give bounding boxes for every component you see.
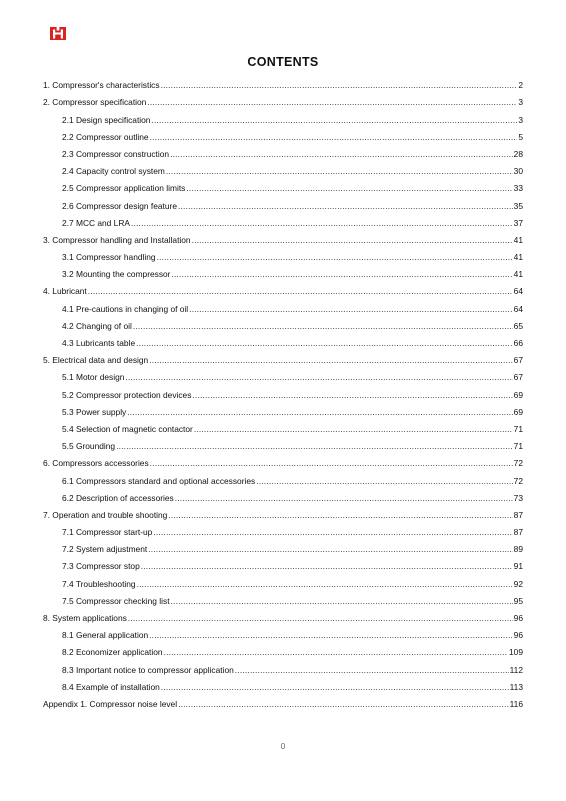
toc-entry[interactable]	[43, 107, 523, 124]
toc-entry-page: 113	[509, 681, 523, 692]
dot-leader	[116, 441, 513, 451]
toc-entry-title: 8.2 Economizer application	[62, 647, 163, 658]
toc-entry[interactable]	[43, 657, 523, 674]
toc-entry[interactable]	[43, 159, 523, 176]
toc-entry-page: 95	[513, 595, 523, 606]
toc-entry[interactable]	[43, 245, 523, 262]
toc-entry-title: 2.7 MCC and LRA	[62, 217, 130, 228]
company-logo	[50, 27, 66, 40]
dot-leader	[194, 424, 513, 434]
toc-entry-page: 91	[513, 561, 523, 572]
dot-leader	[235, 665, 509, 675]
toc-entry-title: 2.2 Compressor outline	[62, 131, 149, 142]
toc-entry-page: 87	[513, 527, 523, 538]
toc-entry-page: 64	[513, 303, 523, 314]
toc-entry-title: 6.2 Description of accessories	[62, 492, 174, 503]
page-number: 0	[280, 742, 286, 751]
dot-leader	[175, 493, 513, 503]
toc-entry[interactable]	[43, 468, 523, 485]
toc-entry[interactable]	[43, 417, 523, 434]
table-of-contents	[43, 73, 523, 709]
toc-entry-page: 65	[513, 320, 523, 331]
dot-leader	[164, 647, 508, 657]
toc-entry[interactable]	[43, 537, 523, 554]
toc-entry[interactable]	[43, 675, 523, 692]
toc-entry-title: 2. Compressor specification	[43, 97, 147, 108]
toc-entry-page: 66	[513, 338, 523, 348]
toc-entry-page: 69	[513, 406, 523, 417]
dot-leader	[178, 201, 513, 211]
toc-entry-title: 3. Compressor handling and Installation	[43, 234, 191, 245]
toc-entry[interactable]	[43, 451, 523, 468]
toc-entry[interactable]	[43, 314, 523, 331]
dot-leader	[147, 97, 517, 107]
dot-leader	[192, 235, 513, 245]
toc-entry-title: 7.4 Troubleshooting	[62, 578, 136, 589]
toc-entry[interactable]	[43, 176, 523, 193]
toc-entry-page: 116	[509, 698, 523, 709]
toc-entry-page: 71	[513, 423, 523, 434]
dot-leader	[150, 458, 513, 468]
toc-entry-title: 7.1 Compressor start-up	[62, 527, 153, 538]
toc-entry-title: 2.6 Compressor design feature	[62, 200, 177, 211]
toc-entry-page: 72	[513, 475, 523, 486]
dot-leader	[131, 218, 513, 228]
toc-entry[interactable]	[43, 279, 523, 296]
dot-leader	[170, 149, 513, 159]
dot-leader	[151, 115, 517, 125]
toc-entry-title: 5.1 Motor design	[62, 372, 125, 383]
toc-entry-title: 5. Electrical data and design	[43, 355, 149, 366]
toc-entry-title: 2.4 Capacity control system	[62, 166, 165, 177]
dot-leader	[141, 561, 513, 571]
dot-leader	[166, 166, 513, 176]
toc-entry-page: 41	[513, 234, 523, 245]
toc-entry-title: 5.3 Power supply	[62, 406, 127, 417]
toc-entry-page: 3	[518, 114, 523, 125]
toc-entry-title: 2.1 Design specification	[62, 114, 151, 125]
dot-leader	[256, 476, 512, 486]
toc-entry-page: 89	[513, 544, 523, 555]
toc-entry-title: 8.4 Example of installation	[62, 681, 160, 692]
toc-entry[interactable]	[43, 606, 523, 623]
toc-entry-page: 5	[518, 131, 523, 142]
dot-leader	[136, 338, 513, 348]
toc-entry-title: 5.4 Selection of magnetic contactor	[62, 423, 193, 434]
dot-leader	[133, 321, 513, 331]
dot-leader	[178, 699, 509, 709]
toc-entry[interactable]	[43, 90, 523, 107]
toc-entry[interactable]	[43, 365, 523, 382]
dot-leader	[171, 596, 513, 606]
dot-leader	[168, 510, 512, 520]
toc-entry-page: 87	[513, 509, 523, 520]
toc-entry-page: 35	[513, 200, 523, 211]
toc-entry-title: 4.1 Pre-cautions in changing of oil	[62, 303, 189, 314]
toc-entry-title: 6. Compressors accessories	[43, 458, 149, 469]
toc-entry-title: 3.2 Mounting the compressor	[62, 269, 171, 280]
toc-entry-title: 1. Compressor's characteristics	[43, 80, 160, 91]
toc-entry-title: Appendix 1. Compressor noise level	[43, 698, 178, 709]
toc-entry-title: 3.1 Compressor handling	[62, 252, 156, 263]
toc-entry-page: 33	[513, 183, 523, 194]
toc-entry[interactable]	[43, 571, 523, 588]
dot-leader	[150, 132, 518, 142]
toc-entry[interactable]	[43, 262, 523, 279]
toc-entry[interactable]	[43, 589, 523, 606]
toc-entry-page: 112	[509, 664, 523, 675]
toc-entry[interactable]	[43, 520, 523, 537]
toc-entry[interactable]	[43, 434, 523, 451]
toc-entry-page: 64	[513, 286, 523, 297]
toc-entry-title: 4. Lubricant	[43, 286, 87, 297]
dot-leader	[128, 613, 513, 623]
toc-entry-title: 2.5 Compressor application limits	[62, 183, 186, 194]
toc-entry-page: 67	[513, 372, 523, 383]
page-title: CONTENTS	[247, 55, 319, 69]
dot-leader	[161, 682, 509, 692]
toc-entry-title: 4.2 Changing of oil	[62, 320, 132, 331]
toc-entry[interactable]	[43, 331, 523, 348]
toc-entry-title: 8. System applications	[43, 613, 127, 623]
toc-entry-title: 2.3 Compressor construction	[62, 148, 170, 159]
toc-entry[interactable]	[43, 296, 523, 313]
dot-leader	[148, 544, 512, 554]
toc-entry-title: 8.1 General application	[62, 630, 149, 641]
toc-entry-page: 41	[513, 269, 523, 280]
toc-entry-page: 2	[518, 80, 523, 91]
toc-entry-title: 7. Operation and trouble shooting	[43, 509, 168, 520]
toc-entry-page: 41	[513, 252, 523, 263]
dot-leader	[149, 630, 513, 640]
dot-leader	[88, 286, 513, 296]
toc-entry[interactable]	[43, 211, 523, 228]
toc-entry-title: 7.5 Compressor checking list	[62, 595, 170, 606]
toc-entry[interactable]	[43, 692, 523, 709]
toc-entry-title: 5.5 Grounding	[62, 441, 116, 452]
toc-entry-page: 28	[513, 148, 523, 159]
dot-leader	[125, 372, 512, 382]
dot-leader	[161, 80, 518, 90]
toc-entry[interactable]	[43, 73, 523, 90]
toc-entry[interactable]	[43, 486, 523, 503]
toc-entry-page: 72	[513, 458, 523, 469]
toc-entry[interactable]	[43, 554, 523, 571]
dot-leader	[149, 355, 512, 365]
dot-leader	[153, 527, 512, 537]
toc-entry-page: 96	[513, 613, 523, 623]
toc-entry-title: 5.2 Compressor protection devices	[62, 389, 192, 400]
toc-entry[interactable]	[43, 193, 523, 210]
toc-entry-page: 71	[513, 441, 523, 452]
dot-leader	[127, 407, 512, 417]
toc-entry-title: 7.2 System adjustment	[62, 544, 148, 555]
toc-entry-title: 7.3 Compressor stop	[62, 561, 140, 572]
toc-entry-page: 67	[513, 355, 523, 366]
toc-entry-page: 73	[513, 492, 523, 503]
toc-entry[interactable]	[43, 623, 523, 640]
toc-entry-page: 69	[513, 389, 523, 400]
toc-entry-page: 37	[513, 217, 523, 228]
toc-entry-page: 92	[513, 578, 523, 589]
toc-entry-page: 30	[513, 166, 523, 177]
toc-entry[interactable]	[43, 125, 523, 142]
toc-entry[interactable]	[43, 382, 523, 399]
toc-entry[interactable]	[43, 228, 523, 245]
toc-entry[interactable]	[43, 503, 523, 520]
toc-entry-title: 4.3 Lubricants table	[62, 338, 136, 348]
dot-leader	[171, 269, 512, 279]
toc-entry-page: 109	[509, 647, 523, 658]
dot-leader	[157, 252, 513, 262]
toc-entry-page: 96	[513, 630, 523, 641]
dot-leader	[137, 579, 513, 589]
toc-entry-title: 8.3 Important notice to compressor application	[62, 664, 234, 675]
toc-entry[interactable]	[43, 142, 523, 159]
toc-entry[interactable]	[43, 640, 523, 657]
toc-entry[interactable]	[43, 348, 523, 365]
dot-leader	[192, 390, 512, 400]
toc-entry-title: 6.1 Compressors standard and optional accessories	[62, 475, 256, 486]
toc-entry[interactable]	[43, 400, 523, 417]
toc-entry-page: 3	[518, 97, 523, 108]
dot-leader	[186, 183, 512, 193]
dot-leader	[189, 304, 513, 314]
